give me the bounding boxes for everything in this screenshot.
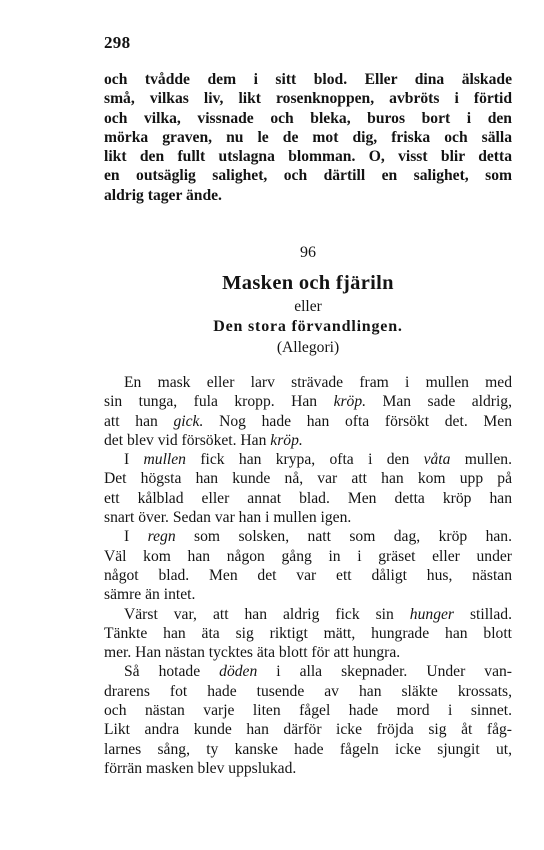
text-line [104, 547, 512, 566]
text-line [104, 585, 512, 604]
text-line [104, 392, 512, 411]
text-run: I [124, 528, 148, 546]
story-paragraph [104, 450, 512, 527]
continued-paragraph [104, 70, 512, 205]
text-line [104, 412, 512, 431]
text-run: som solsken, natt som dag, kröp han. [175, 528, 512, 546]
text-run: sin tunga, fula kropp. Han [104, 393, 334, 411]
text-run: i alla skepnader. Under van- [257, 663, 512, 681]
text-line: små, vilkas liv, likt rosenknoppen, avbröts i förtid [104, 90, 512, 108]
text-run: Nog hade han ofta försökt det. Men [203, 412, 512, 430]
story-paragraph [104, 605, 512, 663]
story-genre: (Allegori) [276, 339, 340, 356]
text-column [104, 0, 512, 850]
title-connector: eller [294, 298, 322, 315]
emphasized-word: kröp. [270, 431, 303, 449]
text-run: det blev vid försöket. Han [104, 431, 271, 449]
text-run: En mask eller larv strävade fram i mullen med [124, 374, 512, 391]
text-line [104, 527, 512, 546]
text-line: mörka graven, nu le de mot dig, friska och sälla [104, 128, 512, 146]
text-line [104, 566, 512, 585]
text-line [104, 624, 512, 643]
text-line: en outsäglig salighet, och därtill en salighet, som [104, 167, 512, 185]
text-line [104, 605, 512, 624]
emphasized-word: kröp. [333, 393, 367, 411]
emphasized-word: döden [219, 663, 258, 681]
text-line [104, 431, 512, 450]
text-run: Tänkte han äta sig riktigt mätt, hungrade han blott [104, 624, 512, 642]
text-line [104, 489, 512, 508]
text-run: Värst var, att han aldrig fick sin [124, 605, 410, 623]
text-run: stillad. [453, 605, 512, 623]
page-number: 298 [104, 33, 131, 52]
emphasized-word: våta [423, 451, 451, 469]
text-line [104, 643, 512, 662]
text-run: och nästan varje liten fågel hade mord i sinnet. [104, 702, 512, 720]
text-line [104, 759, 512, 778]
text-run: mullen. [450, 451, 512, 469]
emphasized-word: hunger [409, 605, 454, 623]
text-line [104, 740, 512, 759]
text-line [104, 682, 512, 701]
emphasized-word: mullen [143, 451, 186, 469]
text-run: något blad. Men det var ett dåligt hus, nästan [104, 566, 512, 584]
text-line: och vilka, vissnade och bleka, buros bort i den [104, 109, 512, 127]
text-line [104, 373, 512, 392]
text-line [104, 701, 512, 720]
text-run: I [124, 451, 144, 469]
text-run: Det högsta han kunde nå, var att han kom upp på [104, 470, 512, 488]
text-run: att han [104, 412, 174, 430]
text-run: snart över. Sedan var han i mullen igen. [104, 509, 352, 527]
story-title: Masken och fjäriln [222, 272, 394, 294]
text-run: Likt andra kunde han därför icke fröjda sig åt fåg- [104, 721, 512, 739]
story-paragraph [104, 527, 512, 604]
text-line [104, 508, 512, 527]
text-line: aldrig tager ände. [104, 186, 222, 204]
text-run: Så hotade [124, 663, 220, 681]
story-body [104, 373, 512, 778]
story-paragraph [104, 662, 512, 778]
text-run: ett kålblad eller annat blad. Men detta kröp han [104, 489, 512, 507]
emphasized-word: regn [147, 528, 176, 546]
story-subtitle: Den stora förvandlingen. [213, 318, 403, 335]
text-line: och tvådde dem i sitt blod. Eller dina älskade [104, 71, 512, 88]
text-run: fick han krypa, ofta i den [185, 451, 424, 469]
emphasized-word: gick. [173, 412, 204, 430]
text-run: larnes sång, ty kanske hade fågeln icke sjungit ut, [104, 740, 512, 758]
text-line [104, 469, 512, 488]
text-run: drarens fot hade tusende av han släkte krossats, [104, 682, 512, 700]
text-run: Man sade aldrig, [366, 393, 512, 411]
text-run: förrän masken blev uppslukad. [104, 759, 297, 777]
text-line [104, 662, 512, 681]
story-number: 96 [300, 244, 316, 261]
text-run: Väl kom han någon gång in i gräset eller under [104, 547, 512, 565]
text-line [104, 450, 512, 469]
text-run: mer. Han nästan tycktes äta blott för att hungra. [104, 644, 401, 662]
text-run: sämre än intet. [104, 586, 196, 604]
story-paragraph [104, 373, 512, 450]
text-line: likt den fullt utslagna blomman. O, visst blir detta [104, 148, 512, 166]
text-line [104, 720, 512, 739]
